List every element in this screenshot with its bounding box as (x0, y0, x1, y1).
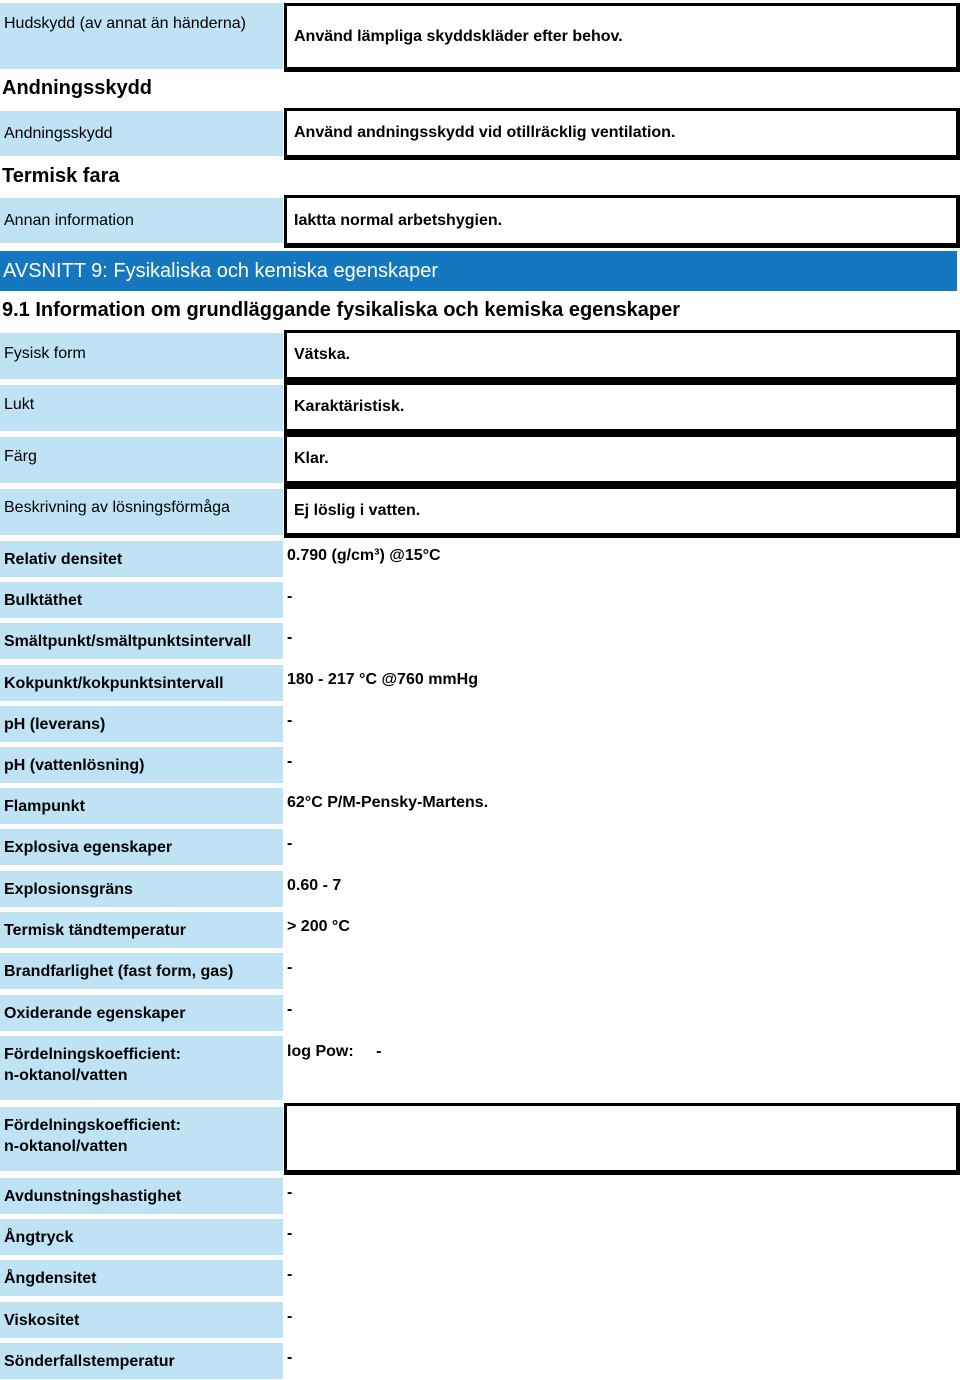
odor-label-text: Lukt (4, 396, 35, 413)
respiratory-label (0, 111, 283, 156)
flash-point-label-text: Flampunkt (4, 797, 85, 815)
flammability-label-text: Brandfarlighet (fast form, gas) (4, 962, 234, 980)
explosion-limit-value: 0.60 - 7 (287, 877, 342, 894)
physical-form-value-text: Vätska. (294, 346, 351, 363)
skin-protection-value-text: Använd lämpliga skyddskläder efter behov. (294, 27, 623, 45)
ph-delivery-value: - (287, 712, 293, 729)
decomposition-temp-label-text: Sönderfallstemperatur (4, 1352, 175, 1370)
solubility-value (284, 486, 960, 538)
viscosity-label (0, 1302, 283, 1338)
melting-point-value: - (287, 629, 293, 646)
flash-point-value: 62°C P/M-Pensky-Martens. (287, 794, 489, 811)
vapor-pressure-value: - (287, 1225, 293, 1242)
other-info-value (284, 195, 960, 248)
explosive-properties-label (0, 829, 283, 865)
flammability-label (0, 953, 283, 989)
odor-value-text: Karaktäristisk. (294, 398, 405, 415)
vapor-density-value: - (287, 1266, 293, 1283)
vapor-density-label-text: Ångdensitet (4, 1269, 97, 1287)
vapor-pressure-label-text: Ångtryck (4, 1228, 74, 1246)
logpow-label: log Pow: (287, 1043, 354, 1060)
boiling-point-label-text: Kokpunkt/kokpunktsintervall (4, 674, 224, 692)
evaporation-rate-label (0, 1178, 283, 1214)
oxidizing-label-text: Oxiderande egenskaper (4, 1004, 186, 1022)
solubility-value-text: Ej löslig i vatten. (294, 502, 421, 519)
thermal-heading: Termisk fara (2, 165, 120, 187)
flammability-value: - (287, 959, 293, 976)
explosion-limit-label (0, 871, 283, 907)
skin-protection-label (0, 3, 283, 69)
partition-coefficient-label-line1: Fördelningskoefficient: (4, 1046, 181, 1063)
vapor-density-label (0, 1260, 283, 1296)
viscosity-value: - (287, 1308, 293, 1325)
flash-point-label (0, 788, 283, 824)
respiratory-label-text: Andningsskydd (4, 125, 113, 142)
section-9-title: AVSNITT 9: Fysikaliska och kemiska egenskaper (3, 260, 438, 282)
odor-value (284, 382, 960, 434)
boiling-point-label (0, 665, 283, 701)
explosive-properties-label-text: Explosiva egenskaper (4, 838, 173, 856)
ph-solution-label (0, 747, 283, 783)
logpow-row (287, 1042, 381, 1062)
decomposition-temp-label (0, 1343, 283, 1379)
skin-protection-value (284, 3, 960, 72)
explosion-limit-label-text: Explosionsgräns (4, 880, 133, 898)
ph-delivery-label-text: pH (leverans) (4, 715, 106, 733)
respiratory-value-text: Använd andningsskydd vid otillräcklig ventilation. (294, 124, 676, 141)
color-label (0, 437, 283, 483)
evaporation-rate-value: - (287, 1184, 293, 1201)
viscosity-label-text: Viskositet (4, 1311, 80, 1329)
logpow-value: - (376, 1043, 382, 1060)
oxidizing-value: - (287, 1001, 293, 1018)
partition-coefficient-label (0, 1036, 283, 1100)
section-9-header (0, 251, 957, 291)
partition-coefficient-empty-box (284, 1103, 960, 1175)
solubility-label-text: Beskrivning av lösningsförmåga (4, 499, 230, 516)
other-info-label (0, 198, 283, 243)
ph-delivery-label (0, 706, 283, 742)
melting-point-label (0, 623, 283, 659)
physical-form-value (284, 330, 960, 382)
boiling-point-value: 180 - 217 °C @760 mmHg (287, 671, 478, 688)
skin-protection-label-text: Hudskydd (av annat än händerna) (4, 15, 246, 32)
odor-label (0, 385, 283, 431)
color-value-text: Klar. (294, 450, 329, 467)
decomposition-temp-value: - (287, 1349, 293, 1366)
respiratory-heading: Andningsskydd (2, 77, 153, 99)
vapor-pressure-label (0, 1219, 283, 1255)
partition-coefficient-label-2-line1: Fördelningskoefficient: (4, 1117, 181, 1134)
physical-form-label-text: Fysisk form (4, 345, 86, 362)
respiratory-value (284, 108, 960, 160)
bulk-density-label (0, 582, 283, 618)
partition-coefficient-label-2-line2: n-oktanol/vatten (4, 1138, 128, 1155)
partition-coefficient-label-line2: n-oktanol/vatten (4, 1067, 128, 1084)
autoignition-label (0, 912, 283, 948)
explosive-properties-value: - (287, 835, 293, 852)
autoignition-value: > 200 °C (287, 918, 350, 935)
relative-density-label-text: Relativ densitet (4, 550, 123, 568)
bulk-density-label-text: Bulktäthet (4, 591, 83, 609)
evaporation-rate-label-text: Avdunstningshastighet (4, 1187, 182, 1205)
ph-solution-value: - (287, 753, 293, 770)
other-info-label-text: Annan information (4, 212, 134, 229)
oxidizing-label (0, 995, 283, 1031)
physical-form-label (0, 333, 283, 379)
solubility-label (0, 489, 283, 535)
color-value (284, 434, 960, 486)
relative-density-value: 0.790 (g/cm³) @15°C (287, 547, 441, 564)
section-9-1-subtitle: 9.1 Information om grundläggande fysikaliska och kemiska egenskaper (2, 299, 681, 321)
color-label-text: Färg (4, 448, 37, 465)
melting-point-label-text: Smältpunkt/smältpunktsintervall (4, 632, 252, 650)
autoignition-label-text: Termisk tändtemperatur (4, 921, 186, 939)
ph-solution-label-text: pH (vattenlösning) (4, 756, 145, 774)
other-info-value-text: Iaktta normal arbetshygien. (294, 211, 503, 229)
bulk-density-value: - (287, 588, 293, 605)
relative-density-label (0, 541, 283, 577)
partition-coefficient-label-2 (0, 1107, 283, 1171)
